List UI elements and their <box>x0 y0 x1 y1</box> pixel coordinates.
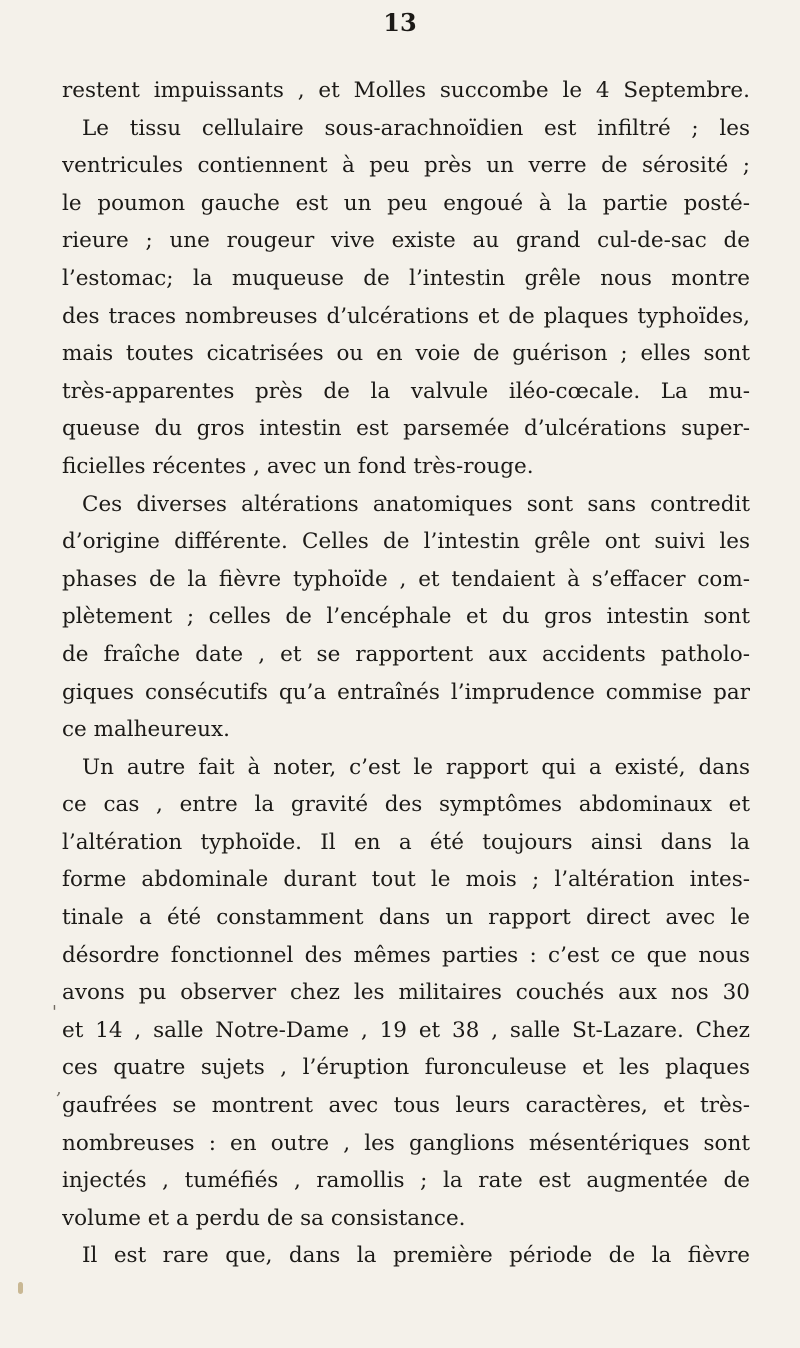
margin-mark: , <box>56 1078 62 1099</box>
text-line: ventricules contiennent à peu près un verre de sérosité ; <box>62 153 750 179</box>
text-line: mais toutes cicatrisées ou en voie de guérison ; elles sont <box>62 341 750 367</box>
body-text <box>62 72 750 1275</box>
text-line: tinale a été constamment dans un rapport direct avec le <box>62 905 750 931</box>
text-line: Un autre fait à noter, c’est le rapport qui a existé, dans <box>82 754 750 780</box>
text-line: ce cas , entre la gravité des symptômes abdominaux et <box>62 792 750 818</box>
text-line: forme abdominale durant tout le mois ; l’altération intes- <box>62 867 750 893</box>
text-line: ficielles récentes , avec un fond très-rouge. <box>62 453 534 479</box>
text-line: Le tissu cellulaire sous-arachnoïdien est infiltré ; les <box>82 115 750 141</box>
text-line: et 14 , salle Notre-Dame , 19 et 38 , salle St-Lazare. Chez <box>62 1017 750 1043</box>
text-line: ces quatre sujets , l’éruption furonculeuse et les plaques <box>62 1055 750 1081</box>
text-line: l’altération typhoïde. Il en a été toujours ainsi dans la <box>62 829 750 855</box>
text-line: très-apparentes près de la valvule iléo-cœcale. La mu- <box>62 378 750 404</box>
margin-mark: ' <box>52 1002 57 1023</box>
text-line: des traces nombreuses d’ulcérations et de plaques typhoïdes, <box>62 303 750 329</box>
text-line: ce malheureux. <box>62 717 230 743</box>
text-line: d’origine différente. Celles de l’intestin grêle ont suivi les <box>62 529 750 555</box>
text-line: restent impuissants , et Molles succombe le 4 Septembre. <box>62 78 750 103</box>
text-line: rieure ; une rougeur vive existe au grand cul-de-sac de <box>62 228 750 254</box>
text-line: avons pu observer chez les militaires couchés aux nos 30 <box>62 980 750 1006</box>
text-line: giques consécutifs qu’a entraînés l’imprudence commise par <box>62 679 750 705</box>
text-line: volume et a perdu de sa consistance. <box>62 1205 466 1231</box>
text-line: le poumon gauche est un peu engoué à la partie posté- <box>62 190 750 216</box>
text-line: Ces diverses altérations anatomiques sont sans contredit <box>82 491 750 517</box>
text-line: Il est rare que, dans la première période de la fièvre <box>82 1243 750 1269</box>
text-line: de fraîche date , et se rapportent aux accidents patholo- <box>62 641 750 667</box>
text-line: phases de la fièvre typhoïde , et tendaient à s’effacer com- <box>62 566 750 592</box>
paper-stain <box>18 1282 23 1294</box>
page-number: 13 <box>383 8 417 37</box>
text-line: nombreuses : en outre , les ganglions mésentériques sont <box>62 1130 750 1156</box>
text-line: désordre fonctionnel des mêmes parties : c’est ce que nous <box>62 942 750 968</box>
text-line: l’estomac; la muqueuse de l’intestin grêle nous montre <box>62 265 750 291</box>
text-line: queuse du gros intestin est parsemée d’ulcérations super- <box>62 416 750 442</box>
text-line: injectés , tuméfiés , ramollis ; la rate est augmentée de <box>62 1168 750 1194</box>
text-line: plètement ; celles de l’encéphale et du gros intestin sont <box>62 604 750 630</box>
text-line: gaufrées se montrent avec tous leurs caractères, et très- <box>62 1093 750 1119</box>
